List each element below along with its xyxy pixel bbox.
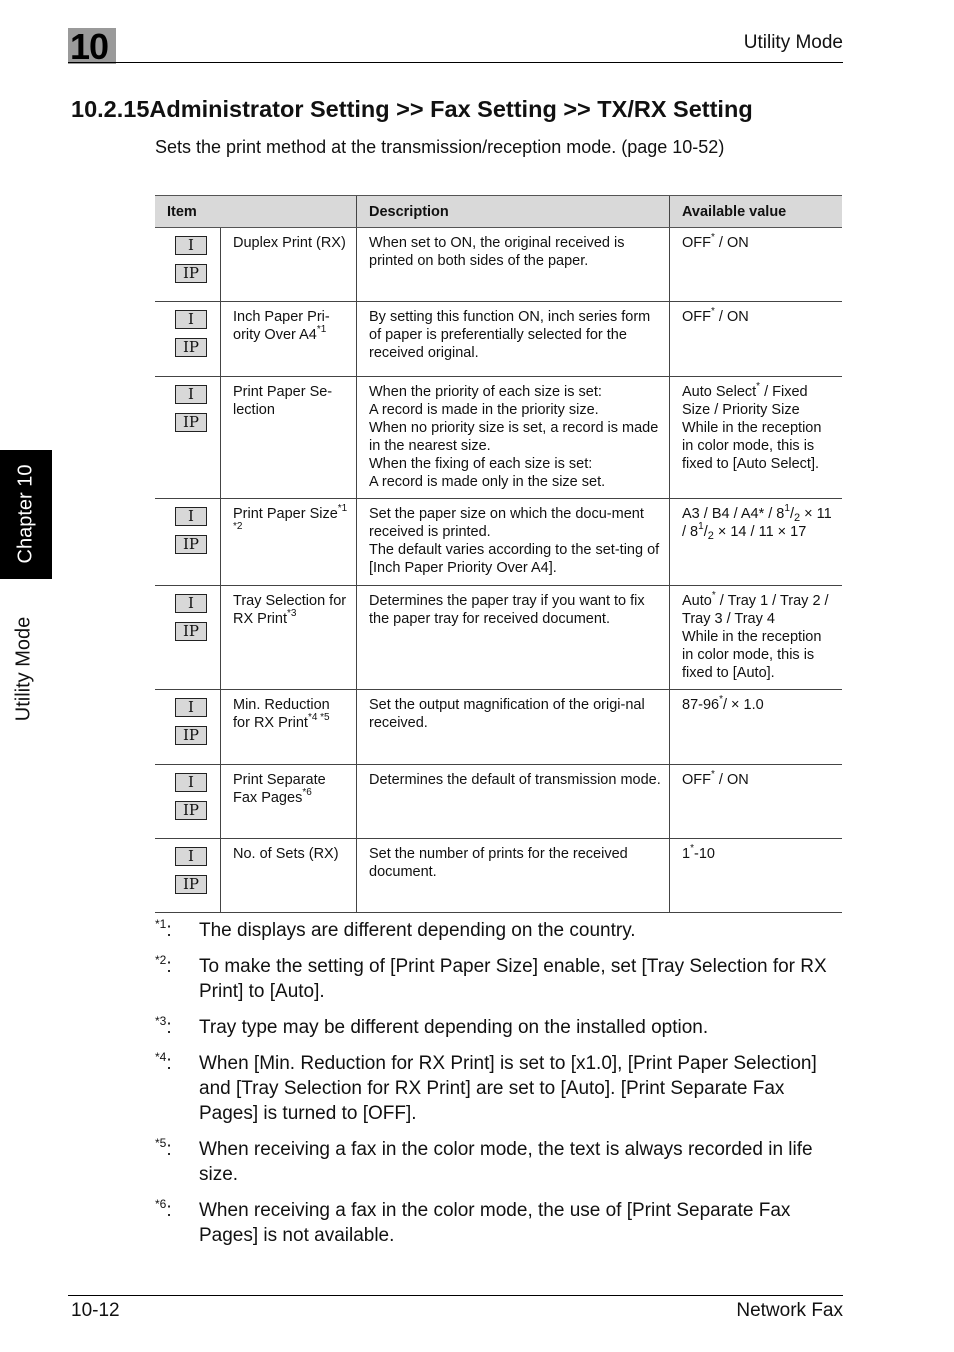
footnote-number: *4 [155,1050,167,1064]
footnote-marker: $^{*1}$: [155,917,172,941]
chapter-number: 10 [70,26,109,67]
value-options [682,696,836,714]
default-value: OFF [682,772,711,788]
item-name: Inch Paper Pri-ority Over A4 [233,309,330,343]
item-footnote-ref: *1 *2 [233,503,348,532]
description-line: When the priority of each size is set: [369,384,602,400]
footnote-marker: $^{*6}$: [155,1197,172,1221]
header-item: Item [155,196,357,228]
footnote [155,918,845,943]
available-value-cell [670,586,843,690]
ip-mark-icon: IP [175,264,207,283]
available-value-cell [670,839,843,913]
mode-marks [155,377,221,499]
value-options [682,592,836,628]
header-description: Description [357,196,670,228]
header-available-value: Available value [670,196,843,228]
table-row [155,690,842,765]
other-values: / ON [714,772,749,788]
value-options [682,234,836,252]
value-options [682,771,836,789]
table-row [155,586,842,690]
footnote-text: To make the setting of [Print Paper Size] enable, set [Tray Selection for RX Print] to [Auto]. [199,956,827,1002]
footnote-marker: $^{*5}$: [155,1136,172,1160]
footnote [155,1198,845,1248]
i-mark-icon: I [175,594,207,613]
available-value-cell [670,765,843,839]
description-line: A record is made only in the size set. [369,474,606,490]
available-value-cell [670,302,843,377]
sidebar-chapter-label: Chapter 10 [14,464,37,564]
sidebar-chapter-tab [0,450,52,579]
item-name: Duplex Print (RX) [233,235,346,251]
default-marker: * [756,381,761,392]
paper-size-values: $A3 / B4 / A4* / 8^1/_2 \times 11 / 8^1/_2 \times 14 / 11 \times 17$ [682,503,832,542]
other-values: / × 1.0 [723,697,764,713]
mode-marks [155,586,221,690]
description-line: When no priority size is set, a record is made in the nearest size. [369,420,659,454]
default-marker: * [711,769,715,780]
other-values: / Fixed Size / Priority Size [682,384,808,418]
ip-mark-icon: IP [175,535,207,554]
footnote-number: *2 [155,953,167,967]
description-cell [357,377,670,499]
table-row [155,377,842,499]
footnote-number: *1 [155,917,167,931]
mode-marks [155,302,221,377]
footnote [155,1051,845,1126]
footnote-text: When receiving a fax in the color mode, the text is always recorded in life size. [199,1139,813,1185]
footnote [155,954,845,1004]
footer-title: Network Fax [736,1300,843,1321]
description-cell [357,302,670,377]
fraction-denominator: 2 [707,530,714,542]
value-options [682,383,836,419]
table-row [155,839,842,913]
item-cell [221,228,357,302]
mode-marks [155,690,221,765]
item-cell [221,690,357,765]
description-cell [357,765,670,839]
table-row [155,302,842,377]
description-line: When the fixing of each size is set: [369,456,593,472]
header-title: Utility Mode [743,32,843,53]
i-mark-icon: I [175,773,207,792]
i-mark-icon: I [175,385,207,404]
footnote-number: *3 [155,1014,167,1028]
footnote-marker: $^{*2}$: [155,953,172,977]
default-marker: * [711,232,715,243]
item-name: No. of Sets (RX) [233,846,339,862]
description-cell [357,499,670,586]
i-mark-icon: I [175,236,207,255]
available-value-cell [670,499,843,586]
footnote-number: *5 [155,1136,167,1150]
description-cell [357,690,670,765]
item-footnote-ref: *1 [316,324,327,335]
item-cell [221,377,357,499]
table-row [155,765,842,839]
other-values: / ON [714,235,749,251]
value-note: While in the reception in color mode, this is fixed to [Auto]. [682,629,822,681]
description-cell [357,839,670,913]
i-mark-icon: I [175,507,207,526]
description-line: The default varies according to the set-ting of [Inch Paper Priority Over A4]. [369,542,660,576]
footnote-marker: $^{*3}$: [155,1014,172,1038]
default-value: Auto Select [682,384,757,400]
other-values: / Tray 1 / Tray 2 / Tray 3 / Tray 4 [682,593,829,627]
item-name: Min. Reduction for RX Print [233,697,330,731]
default-value: 1 [682,846,691,862]
fraction-denominator: 2 [793,512,801,524]
footnote-text: When [Min. Reduction for RX Print] is set to [x1.0], [Print Paper Selection] and [Tray Selection for RX Print] are set to [Auto]. [Print Separate Fax Pages] is turned to [OFF]. [199,1053,817,1124]
description-line: A record is made in the priority size. [369,402,599,418]
footnote-number: *6 [155,1197,167,1211]
value-options [682,845,836,863]
footnote-text: Tray type may be different depending on the installed option. [199,1017,709,1038]
section-title: 10.2.15Administrator Setting >> Fax Setting >> TX/RX Setting [71,96,753,122]
available-value-cell [670,228,843,302]
fraction-numerator: 1 [784,503,790,514]
value-text: A3 / B4 / A4* / 8 [682,506,785,522]
i-mark-icon: I [175,847,207,866]
other-values: / ON [714,309,749,325]
footnote-text: The displays are different depending on the country. [199,920,636,941]
ip-mark-icon: IP [175,622,207,641]
mode-marks [155,765,221,839]
value-text: × 14 / 11 × 17 [713,524,807,540]
footnotes [155,918,845,1259]
ip-mark-icon: IP [175,801,207,820]
item-cell [221,586,357,690]
chapter-number-box [68,26,116,67]
table-row [155,228,842,302]
table-row [155,499,842,586]
i-mark-icon: I [175,698,207,717]
default-marker: * [690,843,694,854]
item-cell [221,765,357,839]
i-mark-icon: I [175,310,207,329]
item-footnote-ref: *4 *5 [307,712,330,723]
item-cell [221,839,357,913]
footnote [155,1015,845,1040]
footnote-marker: $^{*4}$: [155,1050,172,1074]
item-footnote-ref: *3 [287,608,297,619]
default-value: Auto [682,593,712,609]
table-header-row [155,196,842,228]
fraction-numerator: 1 [698,521,704,532]
description-line: Determines the default of transmission mode. [369,772,661,788]
header-rule [68,62,843,63]
footer-rule [68,1295,843,1296]
other-values: -10 [693,846,715,862]
default-marker: * [711,306,715,317]
default-marker: * [711,590,716,601]
default-value: OFF [682,309,711,325]
ip-mark-icon: IP [175,726,207,745]
sidebar-mode-label: Utility Mode [12,616,35,722]
ip-mark-icon: IP [175,875,207,894]
item-name: Print Separate Fax Pages [233,772,326,806]
page-number: 10-12 [71,1300,120,1321]
settings-table [155,195,842,913]
ip-mark-icon: IP [175,413,207,432]
value-options [682,308,836,326]
default-value: OFF [682,235,711,251]
description-cell [357,228,670,302]
value-note: While in the reception in color mode, this is fixed to [Auto Select]. [682,420,822,472]
section-intro: Sets the print method at the transmission/reception mode. (page 10-52) [155,137,725,157]
description-line: Set the paper size on which the docu-ment received is printed. [369,506,644,540]
description-line: Determines the paper tray if you want to fix the paper tray for received document. [369,593,645,627]
description-line: Set the output magnification of the origi-nal received. [369,697,645,731]
footnote [155,1137,845,1187]
description-line: When set to ON, the original received is printed on both sides of the paper. [369,235,625,269]
item-name: Print Paper Size [233,506,338,522]
ip-mark-icon: IP [175,338,207,357]
footnote-text: When receiving a fax in the color mode, the use of [Print Separate Fax Pages] is not available. [199,1200,791,1246]
item-name: Tray Selection for RX Print [233,593,347,627]
default-marker: * [719,694,723,705]
item-cell [221,302,357,377]
mode-marks [155,228,221,302]
item-footnote-ref: *6 [302,787,312,798]
mode-marks [155,839,221,913]
description-line: Set the number of prints for the received document. [369,846,628,880]
available-value-cell [670,377,843,499]
item-cell [221,499,357,586]
mode-marks [155,499,221,586]
item-name: Print Paper Se-lection [233,384,333,418]
default-value: 87-96 [682,697,720,713]
description-cell [357,586,670,690]
value-text: × 11 / 8 [682,506,832,540]
description-line: By setting this function ON, inch series form of paper is preferentially selected for the received original. [369,309,651,361]
available-value-cell [670,690,843,765]
